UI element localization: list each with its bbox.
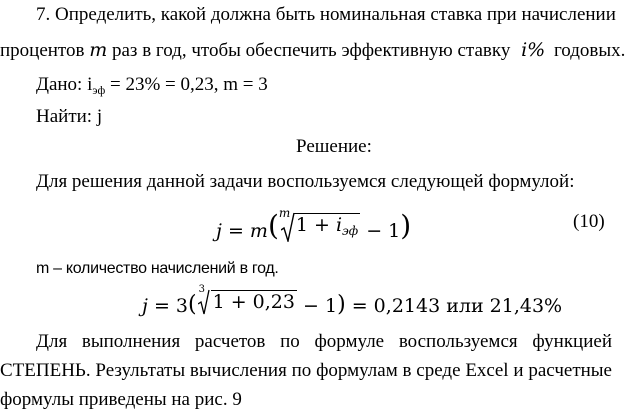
paragraph-line-2: СТЕПЕНЬ. Результаты вычисления по формулам в среде Excel и расчетные	[0, 360, 612, 381]
paragraph-line-1: Для выполнения расчетов по формуле воспользуемся функцией	[36, 331, 612, 352]
radicand	[294, 213, 360, 238]
formula-number: (10)	[573, 211, 605, 232]
given-line	[36, 74, 268, 98]
paragraph-line-3: формулы приведены на рис. 9	[0, 389, 242, 410]
formula-10	[216, 201, 411, 247]
left-paren: (	[267, 209, 279, 242]
solution-intro: Для решения данной задачи воспользуемся следующей формулой:	[36, 171, 575, 192]
formula-10-eq: =	[221, 220, 250, 242]
problem-line-2-suffix: годовых.	[549, 40, 626, 61]
solution-heading: Решение:	[296, 136, 372, 157]
problem-line-1: 7. Определить, какой должна быть номинальная ставка при начислении	[36, 4, 616, 25]
radical-sign-icon	[281, 212, 295, 242]
formula-10-lhs: j	[216, 220, 222, 242]
formula-10-m: m	[249, 220, 268, 242]
variable-i-percent: i%	[521, 39, 546, 61]
calc-radical	[197, 284, 297, 313]
right-paren: )	[400, 209, 412, 242]
formula-calc-minus-one: − 1	[297, 295, 338, 317]
calc-radicand: 1 + 0,23	[212, 291, 295, 313]
calc-radical-sign-icon	[198, 289, 210, 315]
calc-left-paren: (	[188, 292, 197, 317]
formula-calc-eq: = 3	[147, 295, 188, 317]
formula-calc-lhs: j	[142, 295, 148, 317]
radical-index: m	[278, 206, 291, 220]
given-label: Дано: i	[36, 74, 93, 95]
formula-calculation	[142, 284, 563, 321]
given-values: = 23% = 0,23, m = 3	[105, 74, 268, 95]
problem-line-2	[0, 39, 625, 62]
radicand-i: i	[335, 214, 343, 236]
variable-m: m	[89, 39, 108, 61]
radical	[278, 206, 360, 238]
find-line: Найти: j	[36, 106, 103, 127]
radicand-i-subscript: эф	[342, 224, 359, 238]
calc-radical-index: 3	[198, 284, 205, 295]
problem-line-2-prefix: процентов	[0, 40, 90, 61]
formula-10-minus-one: − 1	[360, 220, 401, 242]
formula-calc-result: = 0,2143 или 21,43%	[345, 295, 563, 317]
note-line: m – количество начислений в год.	[36, 260, 279, 277]
problem-line-2-mid: раз в год, чтобы обеспечить эффективную ставку	[107, 40, 516, 61]
radicand-one: 1 +	[295, 214, 336, 236]
calc-right-paren: )	[337, 292, 346, 317]
given-subscript: эф	[92, 83, 106, 97]
